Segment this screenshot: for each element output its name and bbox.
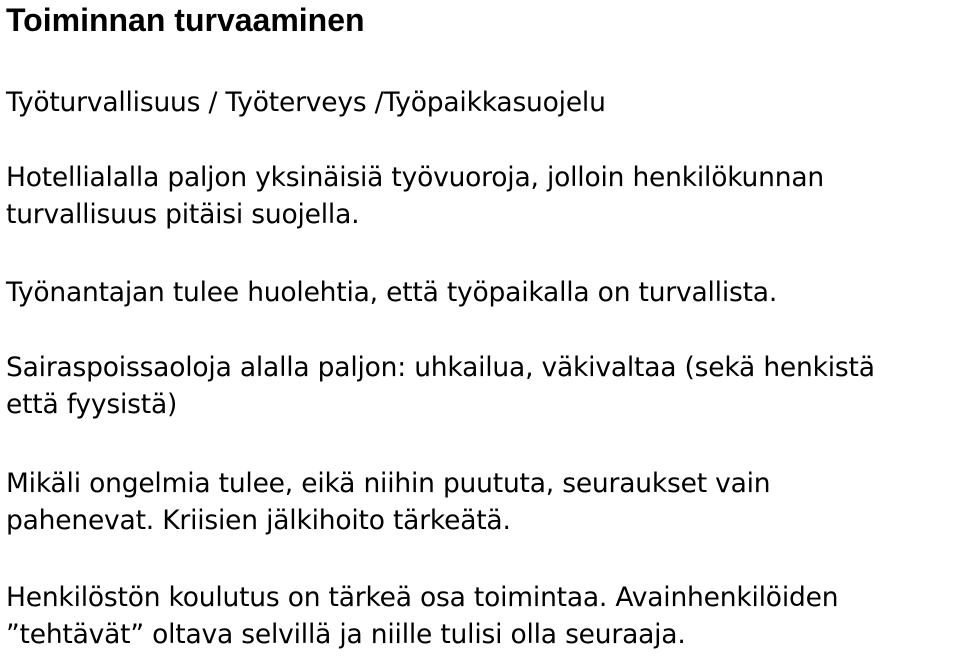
paragraph-line: Mikäli ongelmia tulee, eikä niihin puututa, seuraukset vain (6, 468, 771, 499)
paragraph-employer-duty (6, 274, 777, 311)
paragraph-consequences (6, 465, 770, 539)
paragraph-training (6, 579, 838, 653)
paragraph-line: Työturvallisuus / Työterveys /Työpaikkasuojelu (6, 87, 606, 118)
paragraph-line: Hotellialalla paljon yksinäisiä työvuoroja, jolloin henkilökunnan (6, 162, 824, 193)
paragraph-line: pahenevat. Kriisien jälkihoito tärkeätä. (6, 505, 511, 536)
paragraph-sick-leave (6, 349, 875, 423)
paragraph-line: Henkilöstön koulutus on tärkeä osa toimintaa. Avainhenkilöiden (6, 582, 839, 613)
paragraph-line: Sairaspoissaoloja alalla paljon: uhkailua, väkivaltaa (sekä henkistä (6, 352, 875, 383)
paragraph-lone-shifts (6, 159, 824, 233)
paragraph-line: ”tehtävät” oltava selvillä ja niille tulisi olla seuraaja. (6, 619, 686, 650)
paragraph-line: Työnantajan tulee huolehtia, että työpaikalla on turvallista. (6, 277, 778, 308)
paragraph-line: turvallisuus pitäisi suojella. (6, 199, 360, 230)
paragraph-occupational-safety (6, 84, 606, 121)
page-title: Toiminnan turvaaminen (6, 2, 365, 38)
paragraph-line: että fyysistä) (6, 389, 178, 420)
